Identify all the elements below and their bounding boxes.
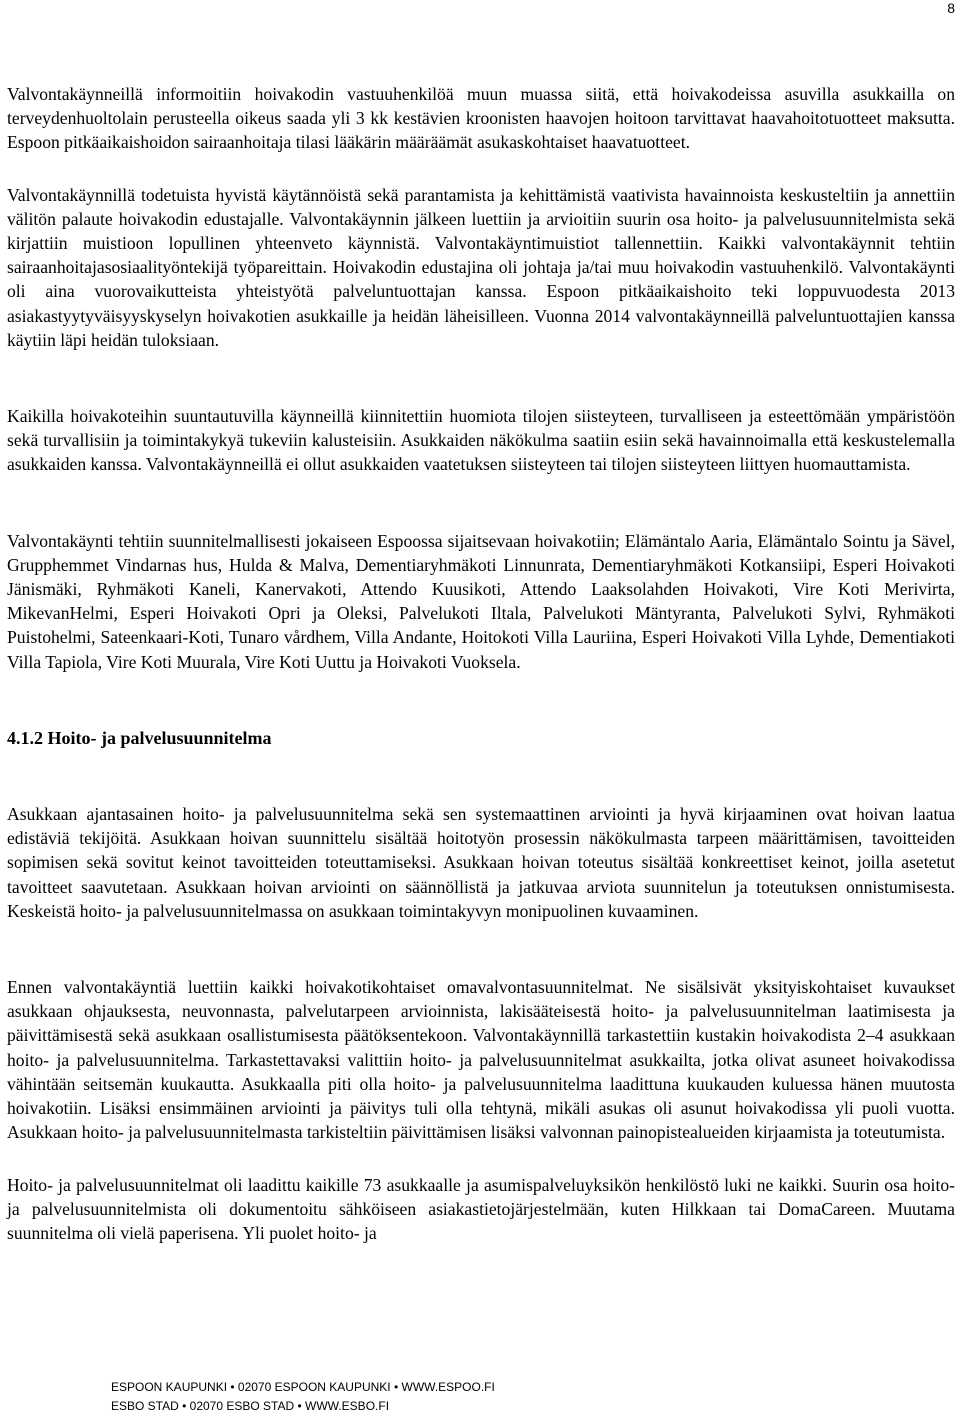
page-number: 8 [947, 0, 955, 16]
paragraph: Asukkaan ajantasainen hoito- ja palvelusuunnitelma sekä sen systemaattinen arviointi ja hyvä kirjaaminen ovat hoivan laatua edistäviä tekijöitä. Asukkaan hoivan suunnittelu sisältää hoitotyön prosessin näkökulmasta tarpeen määrittämisen, tavoitteiden sopimisen sekä sovitut keinot tavoitteiden toteuttamiseksi. Asukkaan hoivan toteutus sisältää konkreettiset keinot, joilla asetetut tavoitteet saavutetaan. Asukkaan hoivan arviointi on säännöllistä ja jatkuvaa arviota suunnitelun ja toteutuksen onnistumisesta. Keskeistä hoito- ja palvelusuunnitelmassa on asukkaan toimintakyvyn monipuolinen kuvaaminen. [7, 804, 955, 921]
paragraph: Valvontakäynti tehtiin suunnitelmallisesti jokaiseen Espoossa sijaitsevaan hoivakotiin; Elämäntalo Aaria, Elämäntalo Sointu ja Sävel, Grupphemmet Vindarnas hus, Hulda & Malva, Dementiaryhmäkoti Linnunrata, Dementiaryhmäkoti Kotkansiipi, Esperi Hoivakoti Jänismäki, Ryhmäkoti Kaneli, Kanervakoti, Attendo Kuusikoti, Attendo Laaksolahden Hoivakoti, Vire Koti Merivirta, MikevanHelmi, Esperi Hoivakoti Opri ja Oleksi, Palvelukoti Iltala, Palvelukoti Mäntyranta, Palvelukoti Sylvi, Ryhmäkoti Puistohelmi, Sateenkaari-Koti, Tunaro vårdhem, Villa Andante, Hoitokoti Villa Lauriina, Esperi Hoivakoti Villa Lyhde, Dementiakoti Villa Tapiola, Vire Koti Muurala, Vire Koti Uuttu ja Hoivakoti Vuoksela. [7, 530, 955, 672]
paragraph: Ennen valvontakäyntiä luettiin kaikki hoivakotikohtaiset omavalvontasuunnitelmat. Ne sisälsivät yksityiskohtaiset kuvaukset asukkaan ohjauksesta, neuvonnasta, palvelutarpeen arvioinnista, lakisääteisestä hoito- ja palvelusuunnitelman laatimisesta ja päivittämisestä sekä asukkaan osallistumisesta päätöksentekoon. Valvontakäynnillä tarkastettiin kustakin hoivakodista 2–4 asukkaan hoito- ja palvelusuunnitelma. Tarkastettavaksi valittiin hoito- ja palvelusuunnitelmat asukkailta, jotka olivat asuneet hoivakodissa vähintään seitsemän kuukautta. Asukkaalla piti olla hoito- ja palvelusuunnitelma laadittuna kuukauden kuluessa hänen muutosta hoivakotiin. Lisäksi ensimmäinen arviointi ja päivitys tuli olla tehtynä, mikäli asukas oli asunut hoivakodissa yli puoli vuotta. Asukkaan hoito- ja palvelusuunnitelmasta tarkisteltiin päivittämisen lisäksi valvonnan painopistealueiden kirjaamista ja toteutumista. [7, 977, 955, 1143]
paragraph: Valvontakäynnillä todetuista hyvistä käytännöistä sekä parantamista ja kehittämistä vaativista havainnoista keskusteltiin ja annettiin välitön palaute hoivakodin edustajalle. Valvontakäynnin jälkeen luettiin ja arvioitiin suurin osa hoito- ja palvelusuunnitelmista sekä kirjattiin muistioon lopullinen yhteenveto käynnistä. Valvontakäyntimuistiot tallennettiin. Kaikki valvontakäynnit tehtiin sairaanhoitajasosiaalityöntekijä työpareittain. Hoivakodin edustajina oli johtaja ja/tai muu hoivakodin vastuuhenkilö. Valvontakäynti oli aina vuorovaikutteista yhteistyötä palveluntuottajan kanssa. Espoon pitkäaikaishoito teki loppuvuodesta 2013 asiakastyytyväisyyskyselyn hoivakotien asukkaille ja heidän läheisilleen. Vuonna 2014 valvontakäynneillä palveluntuottajien kanssa käytiin läpi heidän tuloksiaan. [7, 184, 955, 350]
paragraph: Valvontakäynneillä informoitiin hoivakodin vastuuhenkilöä muun muassa siitä, että hoivakodeissa asuvilla asukkailla on terveydenhuoltolain perusteella oikeus saada yli 3 kk kestävien kroonisten haavojen hoitoon tarvittavat haavahoitotuotteet maksutta. Espoon pitkäaikaishoidon sairaanhoitaja tilasi lääkärin määräämät asukaskohtaiset haavatuotteet. [7, 84, 955, 153]
section-heading: 4.1.2 Hoito- ja palvelusuunnitelma [7, 727, 272, 748]
paragraph: Kaikilla hoivakoteihin suuntautuvilla käynneillä kiinnitettiin huomiota tilojen siisteyteen, turvalliseen ja esteettömään ympäristöön sekä turvallisiin ja toimintakykyä tukeviin kalusteisiin. Asukkaiden näkökulma saatiin esiin sekä havainnoimalla että keskustelemalla asukkaiden kanssa. Valvontakäynneillä ei ollut asukkaiden vaatetuksen siisteyteen tai tilojen siisteyteen liittyen huomauttamista. [7, 406, 955, 475]
footer-line-esbo: ESBO STAD • 02070 ESBO STAD • WWW.ESBO.FI [111, 1399, 390, 1413]
paragraph: Hoito- ja palvelusuunnitelmat oli laadittu kaikille 73 asukkaalle ja asumispalveluyksikön henkilöstö luki ne kaikki. Suurin osa hoito- ja palvelusuunnitelmista oli dokumentoitu sähköiseen asiakastietojärjestelmään, kuten Hilkkaan tai DomaCareen. Muutama suunnitelma oli vielä paperisena. Yli puolet hoito- ja [7, 1174, 955, 1243]
footer-line-espoo: ESPOON KAUPUNKI • 02070 ESPOON KAUPUNKI • WWW.ESPOO.FI [111, 1380, 495, 1394]
page-footer [111, 1378, 495, 1416]
document-body [7, 82, 955, 1245]
